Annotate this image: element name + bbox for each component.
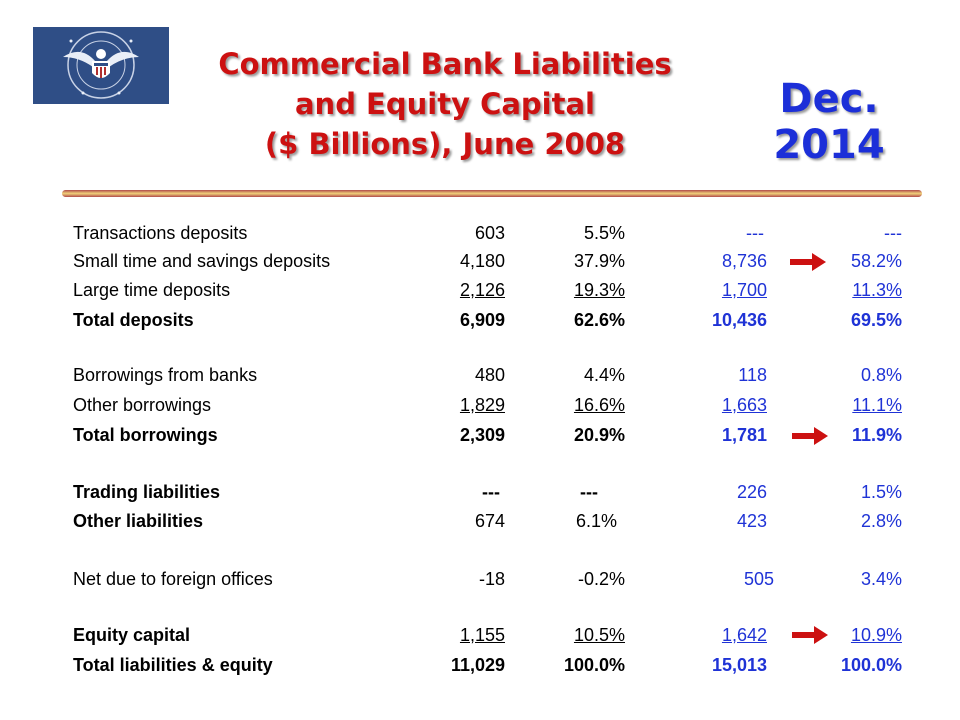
table-row xyxy=(0,277,960,303)
percent-2008: 16.6% xyxy=(573,395,625,415)
row-label: Equity capital xyxy=(73,625,191,645)
percent-2008: 100.0% xyxy=(563,655,625,675)
percent-2008: 62.6% xyxy=(573,310,625,330)
title-line-3: ($ Billions), June 2008 xyxy=(264,127,626,161)
percent-2014: 2.8% xyxy=(860,511,902,531)
percent-2008: 6.1% xyxy=(575,511,617,531)
header-divider xyxy=(62,190,922,197)
row-label: Total borrowings xyxy=(73,425,218,445)
percent-2008: 20.9% xyxy=(573,425,625,445)
federal-reserve-eagle-seal-icon xyxy=(33,27,169,104)
amount-2008: --- xyxy=(482,482,500,502)
row-label: Large time deposits xyxy=(73,280,231,300)
percent-2014: 11.3% xyxy=(852,280,902,300)
row-label: Other liabilities xyxy=(73,511,204,531)
row-label: Transactions deposits xyxy=(73,223,248,243)
amount-2008: 480 xyxy=(474,365,505,385)
percent-2008: 5.5% xyxy=(583,223,625,243)
percent-2008: 10.5% xyxy=(573,625,625,645)
amount-2008: 11,029 xyxy=(450,655,505,675)
amount-2014: 1,642 xyxy=(721,625,767,645)
amount-2014: 10,436 xyxy=(711,310,767,330)
table-row xyxy=(0,508,960,534)
table-row xyxy=(0,307,960,333)
percent-2008: 19.3% xyxy=(573,280,625,300)
date-line-1: Dec. xyxy=(779,76,879,122)
row-label: Net due to foreign offices xyxy=(73,569,273,589)
table-row xyxy=(0,479,960,505)
percent-2008: 37.9% xyxy=(573,251,625,271)
percent-2014: 1.5% xyxy=(860,482,902,502)
amount-2014: --- xyxy=(746,223,764,243)
title-line-1: Commercial Bank Liabilities xyxy=(218,47,672,81)
row-label: Total liabilities & equity xyxy=(73,655,273,675)
amount-2008: 4,180 xyxy=(459,251,505,271)
table-row xyxy=(0,566,960,592)
percent-2014: 100.0% xyxy=(840,655,902,675)
amount-2014: 423 xyxy=(736,511,767,531)
amount-2008: 1,829 xyxy=(459,395,505,415)
amount-2008: 603 xyxy=(474,223,505,243)
amount-2008: 674 xyxy=(474,511,505,531)
amount-2014: 8,736 xyxy=(721,251,767,271)
percent-2014: 3.4% xyxy=(860,569,902,589)
row-label: Trading liabilities xyxy=(73,482,221,502)
percent-2014: 11.1% xyxy=(852,395,902,415)
percent-2008: 4.4% xyxy=(583,365,625,385)
amount-2008: 2,126 xyxy=(459,280,505,300)
table-row xyxy=(0,652,960,678)
row-label: Total deposits xyxy=(73,310,194,330)
percent-2008: --- xyxy=(580,482,598,502)
arrow-right-icon xyxy=(792,427,828,445)
percent-2014: 69.5% xyxy=(850,310,902,330)
table-row xyxy=(0,220,960,246)
percent-2014: 0.8% xyxy=(860,365,902,385)
arrow-right-icon xyxy=(792,626,828,644)
row-label: Borrowings from banks xyxy=(73,365,258,385)
row-label: Other borrowings xyxy=(73,395,212,415)
federal-reserve-logo xyxy=(33,27,169,104)
table-row xyxy=(0,392,960,418)
percent-2014: 10.9% xyxy=(850,625,902,645)
arrow-right-icon xyxy=(790,253,826,271)
amount-2014: 1,700 xyxy=(721,280,767,300)
amount-2008: -18 xyxy=(478,569,505,589)
amount-2014: 118 xyxy=(738,365,767,385)
comparison-date xyxy=(764,76,894,168)
amount-2008: 1,155 xyxy=(459,625,505,645)
amount-2008: 6,909 xyxy=(459,310,505,330)
percent-2014: 58.2% xyxy=(850,251,902,271)
amount-2014: 226 xyxy=(736,482,767,502)
amount-2008: 2,309 xyxy=(459,425,505,445)
table-row xyxy=(0,362,960,388)
date-line-2: 2014 xyxy=(773,122,885,168)
percent-2014: 11.9% xyxy=(851,425,902,445)
amount-2014: 1,781 xyxy=(721,425,767,445)
page-title xyxy=(160,44,730,164)
amount-2014: 1,663 xyxy=(721,395,767,415)
amount-2014: 505 xyxy=(743,569,774,589)
amount-2014: 15,013 xyxy=(711,655,767,675)
percent-2008: -0.2% xyxy=(577,569,625,589)
percent-2014: --- xyxy=(884,223,902,243)
title-line-2: and Equity Capital xyxy=(294,87,595,121)
row-label: Small time and savings deposits xyxy=(73,251,331,271)
